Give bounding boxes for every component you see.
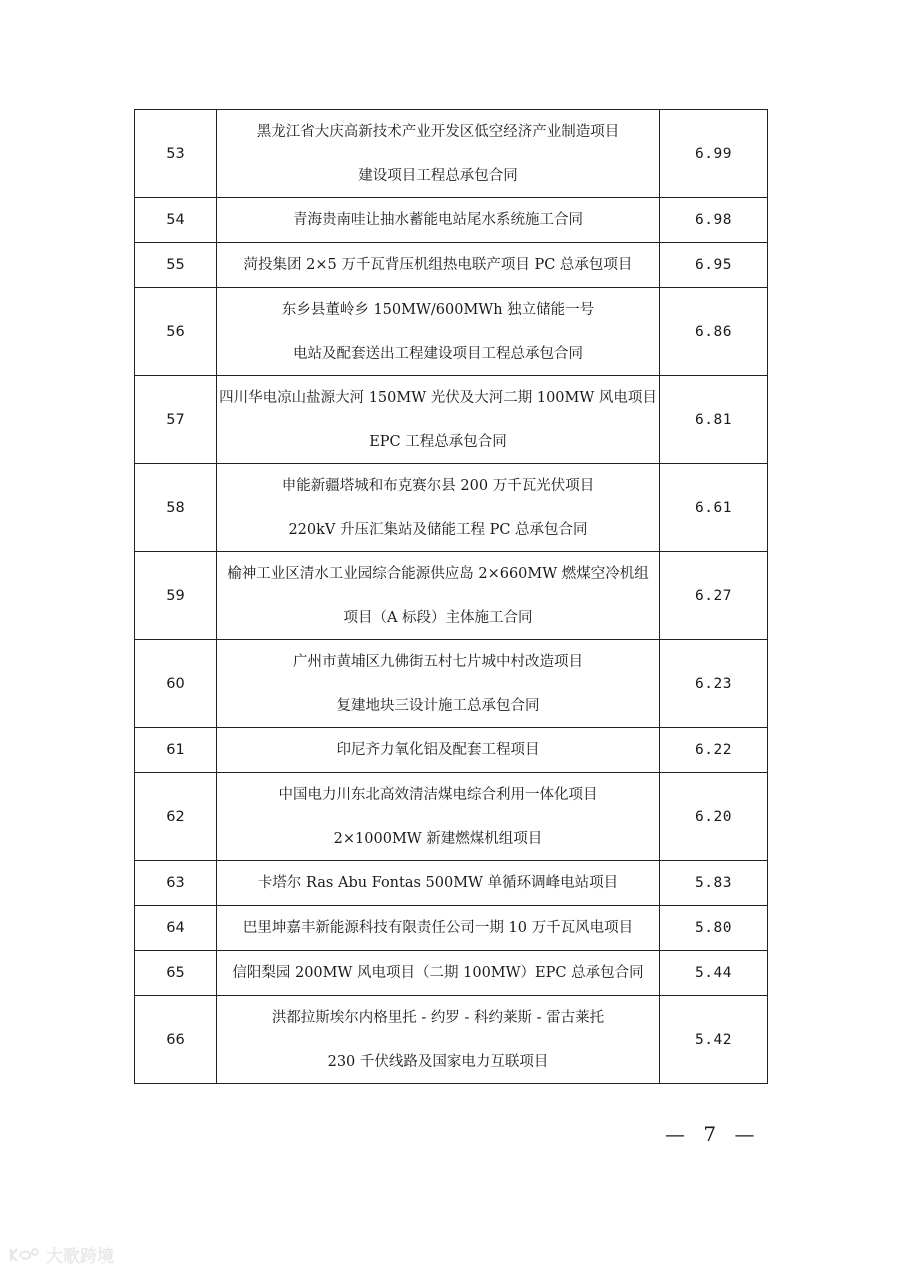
project-name-line: 青海贵南哇让抽水蓄能电站尾水系统施工合同 [293,212,583,228]
row-number: 65 [135,951,217,996]
project-name-line: 洪都拉斯埃尔内格里托 - 约罗 - 科约莱斯 - 雷古莱托 [271,1009,605,1026]
table-row [135,640,768,728]
contract-amount: 6.95 [660,243,768,288]
project-name [217,996,660,1084]
contract-amount: 6.86 [660,288,768,376]
contract-amount: 6.23 [660,640,768,728]
project-name [217,951,660,996]
contracts-table-body [135,110,768,1084]
row-number: 66 [135,996,217,1084]
project-name-line: 230 千伏线路及国家电力互联项目 [327,1053,549,1070]
table-row [135,464,768,552]
project-name-line: 复建地块三设计施工总承包合同 [336,697,540,714]
project-name [217,376,660,464]
row-number: 60 [135,640,217,728]
table-row [135,906,768,951]
project-name-line: 黑龙江省大庆高新技术产业开发区低空经济产业制造项目 [256,123,620,140]
project-name [217,464,660,552]
project-name [217,728,660,773]
project-name [217,640,660,728]
contract-amount: 6.20 [660,773,768,861]
row-number: 59 [135,552,217,640]
contracts-table [134,109,768,1084]
project-name-line: 项目（A 标段）主体施工合同 [343,609,533,626]
project-name-line: 中国电力川东北高效清洁煤电综合利用一体化项目 [278,786,598,803]
table-row [135,951,768,996]
project-name [217,906,660,951]
project-name-line: 信阳梨园 200MW 风电项目（二期 100MW）EPC 总承包合同 [232,965,644,981]
table-row [135,996,768,1084]
page-number: — 7 — [665,1122,761,1146]
contract-amount: 6.81 [660,376,768,464]
project-name-line: 榆神工业区清水工业园综合能源供应岛 2×660MW 燃煤空冷机组 [227,565,649,582]
project-name [217,243,660,288]
project-name [217,288,660,376]
project-name [217,773,660,861]
row-number: 63 [135,861,217,906]
project-name-line: EPC 工程总承包合同 [369,433,507,450]
project-name-line: 电站及配套送出工程建设项目工程总承包合同 [293,345,583,362]
project-name-line: 四川华电凉山盐源大河 150MW 光伏及大河二期 100MW 风电项目 [219,389,657,406]
table-row [135,861,768,906]
contract-amount: 5.44 [660,951,768,996]
project-name [217,110,660,198]
contract-amount: 5.42 [660,996,768,1084]
contract-amount: 6.61 [660,464,768,552]
row-number: 62 [135,773,217,861]
project-name-line: 220kV 升压汇集站及储能工程 PC 总承包合同 [288,521,588,538]
row-number: 54 [135,198,217,243]
watermark-logo-icon [8,1245,42,1265]
table-row [135,376,768,464]
table-row [135,110,768,198]
row-number: 55 [135,243,217,288]
project-name-line: 东乡县董岭乡 150MW/600MWh 独立储能一号 [281,301,595,318]
contract-amount: 6.99 [660,110,768,198]
row-number: 53 [135,110,217,198]
table-row [135,243,768,288]
project-name-line: 巴里坤嘉丰新能源科技有限责任公司一期 10 万千瓦风电项目 [242,920,634,936]
project-name-line: 申能新疆塔城和布克赛尔县 200 万千瓦光伏项目 [281,477,595,494]
contract-amount: 6.98 [660,198,768,243]
project-name-line: 印尼齐力氧化铝及配套工程项目 [336,742,540,758]
project-name [217,198,660,243]
table-row [135,552,768,640]
contract-amount: 5.83 [660,861,768,906]
table-row [135,198,768,243]
contract-amount: 6.22 [660,728,768,773]
row-number: 61 [135,728,217,773]
project-name-line: 2×1000MW 新建燃煤机组项目 [333,830,543,847]
table-row [135,288,768,376]
project-name [217,552,660,640]
table-row [135,773,768,861]
watermark [8,1242,114,1267]
row-number: 57 [135,376,217,464]
table-row [135,728,768,773]
watermark-text: 大歌跨境 [46,1247,114,1267]
project-name-line: 建设项目工程总承包合同 [358,167,518,184]
project-name-line: 卡塔尔 Ras Abu Fontas 500MW 单循环调峰电站项目 [257,875,619,891]
project-name [217,861,660,906]
contract-amount: 5.80 [660,906,768,951]
row-number: 56 [135,288,217,376]
project-name-line: 菏投集团 2×5 万千瓦背压机组热电联产项目 PC 总承包项目 [243,257,633,273]
project-name-line: 广州市黄埔区九佛街五村七片城中村改造项目 [293,653,583,670]
contract-amount: 6.27 [660,552,768,640]
row-number: 58 [135,464,217,552]
row-number: 64 [135,906,217,951]
